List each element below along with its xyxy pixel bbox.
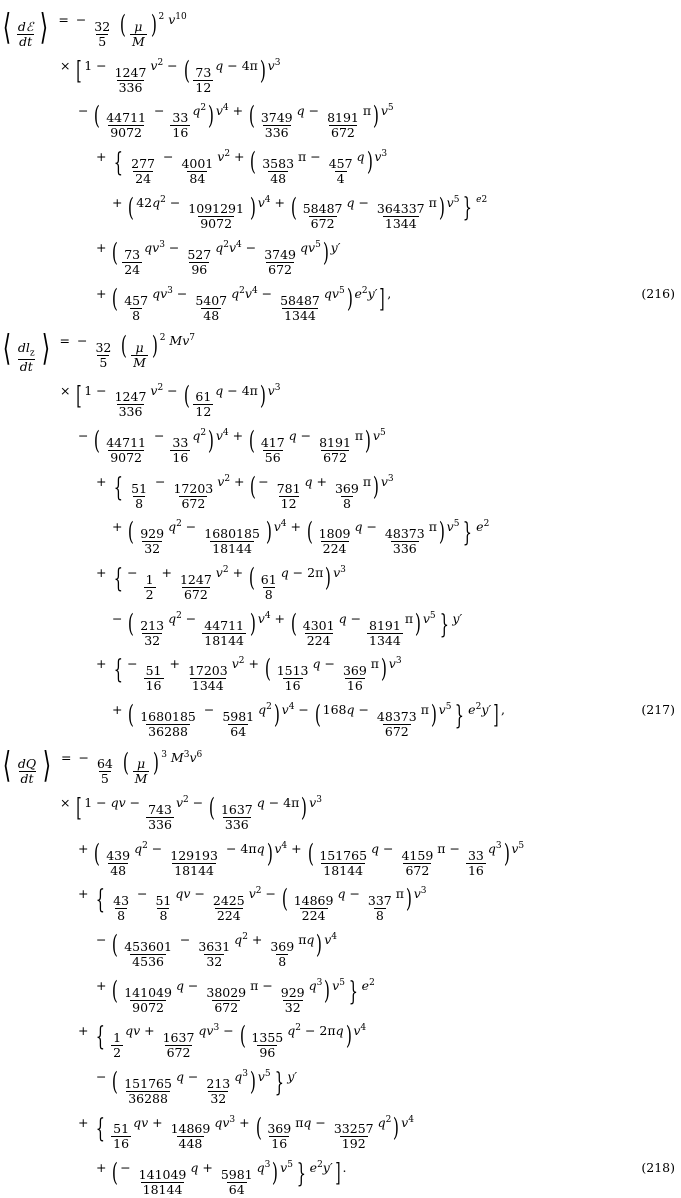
equation-217 (0, 323, 681, 739)
eq216-tag: (216) (641, 285, 675, 301)
eq218-line-8: − ( $\frac{151765}{36288}$ q − $\frac{213}{32}$ $q^3$) $v^5$ } y′ (96, 1066, 298, 1106)
eq217-line-4: + { $\frac{51}{8}$ − $\frac{17203}{672}$ $v^2$ + ( − $\frac{781}{12}$ q + $\frac{369}{8}$ π) $v^3$ (96, 471, 394, 511)
eq216-line-6: + ( $\frac{73}{24}$ $qv^3$ − $\frac{527}{96}$ $q^2v^4$ − $\frac{3749}{672}$ $qv^5$) y′ (96, 238, 341, 277)
eq217-line-6: + { − $\frac{1}{2}$ + $\frac{1247}{672}$ $v^2$ + ( $\frac{61}{8}$ q − 2π) $v^3$ (96, 563, 346, 602)
eq216-line-7: + ( $\frac{457}{8}$ $qv^3$ − $\frac{5407}{48}$ $q^2v^4$ − $\frac{58487}{1344}$ $qv^5$) $e^2y'$] , (216) (0, 278, 681, 324)
equation-216 (0, 0, 681, 323)
eq217-line-9: + ( $\frac{1680185}{36288}$ − $\frac{5981}{64}$ $q^2$) $v^4$ − ( 168q − $\frac{48373}{672}$ π) $v^5$ } $e^2y'$] , (217) (0, 694, 681, 740)
eq218-line-9: + { $\frac{51}{16}$ qv + $\frac{14869}{448}$ $qv^3$ + ( $\frac{369}{16}$ πq − $\frac{33257}{192}$ $q^2$) $v^4$ (78, 1112, 414, 1152)
eq216-line-1: ⟨ $\frac{\text{dℰ}}{dt}$ ⟩ = − $\frac{32}{5}$ ( $\frac{\mu}{M}$ ) $^2$ $v^{10}$ (2, 6, 187, 49)
eq217-line-1: ⟨ $\frac{dl_z}{dt}$ ⟩ = − $\frac{32}{5}$ ( $\frac{\mu}{M}$ ) $^2$ Mv$^7$ (2, 328, 196, 374)
eq216-line-4: + { $\frac{277}{24}$ − $\frac{4001}{84}$ $v^2$ + ( $\frac{3583}{48}$ π − $\frac{457}{4}$ q) $v^3$ (96, 146, 388, 186)
eq218-line-3: + ( $\frac{439}{48}$ $q^2$ − $\frac{129193}{18144}$ − 4πq) $v^4$ + ( $\frac{151765}{18144}$ q − $\frac{4159}{672}$ π − $\frac{33}{16}$ $q^3$) $v^5$ (78, 838, 525, 878)
equation-218 (0, 740, 681, 1198)
eq217-line-3: − ( $\frac{44711}{9072}$ − $\frac{33}{16}$ $q^2$) $v^4$ + ( $\frac{417}{56}$ q − $\frac{8191}{672}$ π) $v^5$ (78, 426, 386, 466)
eq217-line-7: − ( $\frac{213}{32}$ $q^2$ − $\frac{44711}{18144}$ ) $v^4$ + ( $\frac{4301}{224}$ q − $\frac{8191}{1344}$ π) $v^5$ } y′ (112, 608, 463, 648)
eq217-line-2: × [ 1 − $\frac{1247}{336}$ $v^2$ − ( $\frac{61}{12}$ q − 4π) $v^3$ (60, 380, 281, 420)
eq218-tag: (218) (641, 1160, 675, 1176)
eq217-tag: (217) (641, 701, 675, 717)
eq218-line-1: ⟨ $\frac{dQ}{dt}$ ⟩ = − $\frac{64}{5}$ ( $\frac{\mu}{M}$ ) $^3$ $M^3v^6$ (2, 744, 203, 787)
eq216-line-2: × [ 1 − $\frac{1247}{336}$ $v^2$ − ( $\frac{73}{12}$ q − 4π) $v^3$ (60, 55, 281, 95)
eq218-line-4: + { $\frac{43}{8}$ − $\frac{51}{8}$ qv − $\frac{2425}{224}$ $v^2$ − ( $\frac{14869}{224}$ q − $\frac{337}{8}$ π) $v^3$ (78, 884, 427, 924)
eq217-line-5: + ( $\frac{929}{32}$ $q^2$ − $\frac{1680185}{18144}$ ) $v^4$ + ( $\frac{1809}{224}$ q − $\frac{48373}{336}$ π) $v^5$ } $e^2$ (112, 517, 490, 557)
eq216-line-3: − ( $\frac{44711}{9072}$ − $\frac{33}{16}$ $q^2$) $v^4$ + ( $\frac{3749}{336}$ q − $\frac{8191}{672}$ π) $v^5$ (78, 101, 394, 141)
eq218-line-5: − ( $\frac{453601}{4536}$ − $\frac{3631}{32}$ $q^2$ + $\frac{369}{8}$ πq) $v^4$ (96, 930, 337, 969)
eq218-line-6: + ( $\frac{141049}{9072}$ q − $\frac{38029}{672}$ π − $\frac{929}{32}$ $q^3$) $v^5$ } $e^2$ (96, 975, 375, 1015)
eq218-line-2: × [ 1 − qv − $\frac{743}{336}$ $v^2$ − ( $\frac{1637}{336}$ q − 4π) $v^3$ (60, 793, 322, 833)
eq216-line-5: + ( $42q^2$ − $\frac{1091291}{9072}$ ) $v^4$ + ( $\frac{58487}{672}$ q − $\frac{364337}{1344}$ π) $v^5$ } $^{e2}$ (112, 192, 488, 232)
eq218-line-10: + ( − $\frac{141049}{18144}$ q + $\frac{5981}{64}$ $q^3$) $v^5$ } $e^2y'$] . (218) (0, 1152, 681, 1198)
eq217-line-8: + { − $\frac{51}{16}$ + $\frac{17203}{1344}$ $v^2$ + ( $\frac{1513}{16}$ q − $\frac{369}{16}$ π) $v^3$ (96, 654, 402, 694)
eq218-line-7: + { $\frac{1}{2}$ qv + $\frac{1637}{672}$ $qv^3$ − ( $\frac{1355}{96}$ $q^2 - 2\pi q$) $v^4$ (78, 1021, 367, 1061)
